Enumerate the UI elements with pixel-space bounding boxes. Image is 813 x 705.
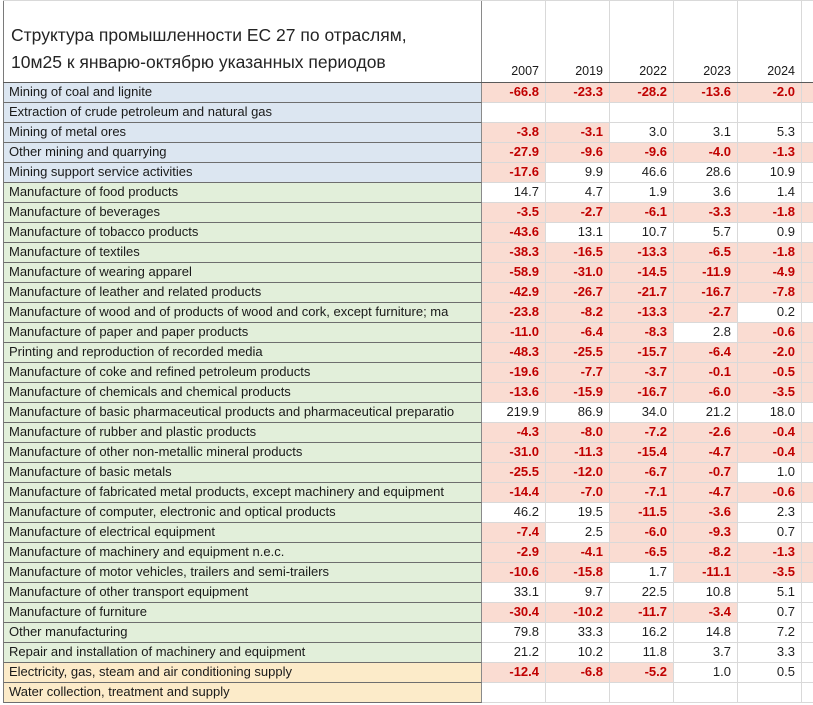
value-cell[interactable]: -43.6: [482, 223, 546, 243]
value-cell[interactable]: -13.6: [674, 83, 738, 103]
gutter-cell: [802, 283, 813, 303]
value-cell[interactable]: -6.5: [610, 543, 674, 563]
value-cell[interactable]: -15.7: [610, 343, 674, 363]
table-row: [3, 383, 813, 403]
gutter-cell: [802, 603, 813, 623]
value-cell[interactable]: -12.0: [546, 463, 610, 483]
value-cell[interactable]: 10.2: [546, 643, 610, 663]
row-label-cell[interactable]: Manufacture of computer, electronic and optical products: [3, 503, 482, 523]
value-cell[interactable]: 3.7: [674, 643, 738, 663]
gutter-cell: [802, 103, 813, 123]
value-cell[interactable]: -2.9: [482, 543, 546, 563]
value-cell[interactable]: -10.2: [546, 603, 610, 623]
value-cell[interactable]: -11.9: [674, 263, 738, 283]
value-cell[interactable]: 0.7: [738, 603, 802, 623]
table-row: [3, 183, 813, 203]
value-cell[interactable]: -6.8: [546, 663, 610, 683]
value-cell[interactable]: 13.1: [546, 223, 610, 243]
value-cell[interactable]: -0.1: [674, 363, 738, 383]
row-label-cell[interactable]: Manufacture of textiles: [3, 243, 482, 263]
value-cell[interactable]: -12.4: [482, 663, 546, 683]
gutter-cell: [802, 323, 813, 343]
value-cell[interactable]: -1.3: [738, 143, 802, 163]
value-cell[interactable]: [738, 683, 802, 703]
table-row: [3, 443, 813, 463]
row-label-cell[interactable]: Manufacture of basic pharmaceutical products and pharmaceutical preparatio: [3, 403, 482, 423]
value-cell[interactable]: 9.9: [546, 163, 610, 183]
value-cell[interactable]: -7.2: [610, 423, 674, 443]
value-cell[interactable]: -16.5: [546, 243, 610, 263]
value-cell[interactable]: -15.9: [546, 383, 610, 403]
value-cell[interactable]: -25.5: [546, 343, 610, 363]
gutter-cell: [802, 303, 813, 323]
value-cell[interactable]: 33.3: [546, 623, 610, 643]
table-row: [3, 323, 813, 343]
row-label-cell[interactable]: Manufacture of tobacco products: [3, 223, 482, 243]
value-cell[interactable]: -1.8: [738, 203, 802, 223]
gutter-cell: [802, 683, 813, 703]
value-cell[interactable]: -16.7: [610, 383, 674, 403]
table-row: [3, 163, 813, 183]
value-cell[interactable]: -17.6: [482, 163, 546, 183]
value-cell[interactable]: -31.0: [482, 443, 546, 463]
value-cell[interactable]: 1.0: [738, 463, 802, 483]
value-cell[interactable]: 14.8: [674, 623, 738, 643]
value-cell[interactable]: -11.7: [610, 603, 674, 623]
gutter-cell: [802, 443, 813, 463]
value-cell[interactable]: -6.0: [674, 383, 738, 403]
table-row: [3, 83, 813, 103]
table-row: [3, 223, 813, 243]
gutter-cell: [802, 243, 813, 263]
table-row: [3, 663, 813, 683]
table-row: [3, 343, 813, 363]
gutter-cell: [802, 263, 813, 283]
value-cell[interactable]: -3.7: [610, 363, 674, 383]
value-cell[interactable]: -10.6: [482, 563, 546, 583]
gutter-cell: [802, 143, 813, 163]
value-cell[interactable]: -2.7: [546, 203, 610, 223]
value-cell[interactable]: 46.6: [610, 163, 674, 183]
value-cell[interactable]: -4.0: [674, 143, 738, 163]
value-cell[interactable]: -1.3: [738, 543, 802, 563]
row-label-cell[interactable]: Mining of metal ores: [3, 123, 482, 143]
table-row: [3, 603, 813, 623]
value-cell[interactable]: -0.6: [738, 323, 802, 343]
row-label-cell[interactable]: Manufacture of other non-metallic mineral products: [3, 443, 482, 463]
value-cell[interactable]: 11.8: [610, 643, 674, 663]
value-cell[interactable]: 14.7: [482, 183, 546, 203]
row-label-cell[interactable]: Repair and installation of machinery and equipment: [3, 643, 482, 663]
gutter-cell: [802, 83, 813, 103]
value-cell[interactable]: 219.9: [482, 403, 546, 423]
value-cell[interactable]: -11.1: [674, 563, 738, 583]
row-label-cell[interactable]: Manufacture of leather and related products: [3, 283, 482, 303]
value-cell[interactable]: [610, 683, 674, 703]
value-cell[interactable]: -9.6: [546, 143, 610, 163]
gutter-cell: [802, 223, 813, 243]
value-cell[interactable]: -15.4: [610, 443, 674, 463]
value-cell[interactable]: [610, 103, 674, 123]
value-cell[interactable]: -4.9: [738, 263, 802, 283]
value-cell[interactable]: -7.8: [738, 283, 802, 303]
gutter-cell: [802, 403, 813, 423]
value-cell[interactable]: 2.5: [546, 523, 610, 543]
gutter-cell: [802, 643, 813, 663]
value-cell[interactable]: -16.7: [674, 283, 738, 303]
value-cell[interactable]: 16.2: [610, 623, 674, 643]
value-cell[interactable]: -4.7: [674, 443, 738, 463]
value-cell[interactable]: [674, 103, 738, 123]
year-header-2007[interactable]: 2007: [482, 1, 546, 82]
value-cell[interactable]: -27.9: [482, 143, 546, 163]
table-row: [3, 523, 813, 543]
gutter-cell: [802, 203, 813, 223]
value-cell[interactable]: -58.9: [482, 263, 546, 283]
value-cell[interactable]: 3.1: [674, 123, 738, 143]
value-cell[interactable]: -2.6: [674, 423, 738, 443]
value-cell[interactable]: -14.4: [482, 483, 546, 503]
row-label-cell[interactable]: Electricity, gas, steam and air conditioning supply: [3, 663, 482, 683]
value-cell[interactable]: 79.8: [482, 623, 546, 643]
value-cell[interactable]: -23.8: [482, 303, 546, 323]
table-row: [3, 423, 813, 443]
table-header-row: [3, 0, 813, 83]
value-cell[interactable]: 21.2: [674, 403, 738, 423]
gutter-cell: [802, 583, 813, 603]
value-cell[interactable]: 33.1: [482, 583, 546, 603]
gutter-cell: [802, 463, 813, 483]
value-cell[interactable]: -0.7: [674, 463, 738, 483]
value-cell[interactable]: [482, 683, 546, 703]
header-gutter-cell: [802, 1, 813, 82]
table-row: [3, 243, 813, 263]
value-cell[interactable]: 1.0: [674, 663, 738, 683]
value-cell[interactable]: 5.3: [738, 123, 802, 143]
title-cell[interactable]: [3, 1, 482, 82]
table-row: [3, 643, 813, 663]
value-cell[interactable]: -42.9: [482, 283, 546, 303]
value-cell[interactable]: -9.6: [610, 143, 674, 163]
year-header-2024[interactable]: 2024: [738, 1, 802, 82]
value-cell[interactable]: 1.4: [738, 183, 802, 203]
value-cell[interactable]: -3.5: [738, 383, 802, 403]
value-cell[interactable]: -0.6: [738, 483, 802, 503]
row-label-cell[interactable]: Manufacture of wearing apparel: [3, 263, 482, 283]
table-row: [3, 503, 813, 523]
value-cell[interactable]: -6.4: [546, 323, 610, 343]
row-label-cell[interactable]: Manufacture of food products: [3, 183, 482, 203]
page-title-line1: Структура промышленности ЕС 27 по отраслям,: [11, 25, 407, 45]
table-row: [3, 463, 813, 483]
value-cell[interactable]: -4.7: [674, 483, 738, 503]
row-label-cell[interactable]: Printing and reproduction of recorded media: [3, 343, 482, 363]
page-title-line2: 10м25 к январю-октябрю указанных периодов: [11, 52, 386, 72]
value-cell[interactable]: 46.2: [482, 503, 546, 523]
value-cell[interactable]: 5.1: [738, 583, 802, 603]
row-label-cell[interactable]: Manufacture of chemicals and chemical products: [3, 383, 482, 403]
value-cell[interactable]: 10.9: [738, 163, 802, 183]
value-cell[interactable]: -23.3: [546, 83, 610, 103]
value-cell[interactable]: -8.2: [674, 543, 738, 563]
value-cell[interactable]: -19.6: [482, 363, 546, 383]
value-cell[interactable]: -1.8: [738, 243, 802, 263]
value-cell[interactable]: -11.3: [546, 443, 610, 463]
value-cell[interactable]: -7.4: [482, 523, 546, 543]
table-row: [3, 263, 813, 283]
value-cell[interactable]: 3.6: [674, 183, 738, 203]
value-cell[interactable]: -5.2: [610, 663, 674, 683]
gutter-cell: [802, 503, 813, 523]
value-cell[interactable]: -9.3: [674, 523, 738, 543]
gutter-cell: [802, 563, 813, 583]
value-cell[interactable]: -11.0: [482, 323, 546, 343]
row-label-cell[interactable]: Manufacture of electrical equipment: [3, 523, 482, 543]
value-cell[interactable]: 10.8: [674, 583, 738, 603]
table-row: [3, 123, 813, 143]
table-row: [3, 563, 813, 583]
value-cell[interactable]: -2.0: [738, 343, 802, 363]
value-cell[interactable]: 10.7: [610, 223, 674, 243]
value-cell[interactable]: -0.5: [738, 363, 802, 383]
row-label-cell[interactable]: Manufacture of coke and refined petroleum products: [3, 363, 482, 383]
row-label-cell[interactable]: Manufacture of paper and paper products: [3, 323, 482, 343]
table-row: [3, 303, 813, 323]
value-cell[interactable]: 28.6: [674, 163, 738, 183]
row-label-cell[interactable]: Other mining and quarrying: [3, 143, 482, 163]
value-cell[interactable]: -13.3: [610, 243, 674, 263]
gutter-cell: [802, 663, 813, 683]
value-cell[interactable]: -15.8: [546, 563, 610, 583]
value-cell[interactable]: -0.4: [738, 423, 802, 443]
value-cell[interactable]: -4.3: [482, 423, 546, 443]
value-cell[interactable]: -2.0: [738, 83, 802, 103]
value-cell[interactable]: -8.0: [546, 423, 610, 443]
value-cell[interactable]: -3.1: [546, 123, 610, 143]
table-row: [3, 103, 813, 123]
value-cell[interactable]: 2.8: [674, 323, 738, 343]
value-cell[interactable]: 0.2: [738, 303, 802, 323]
value-cell[interactable]: -31.0: [546, 263, 610, 283]
table-row: [3, 143, 813, 163]
table-row: [3, 203, 813, 223]
value-cell[interactable]: -3.6: [674, 503, 738, 523]
row-label-cell[interactable]: Mining of coal and lignite: [3, 83, 482, 103]
table-row: [3, 623, 813, 643]
table-row: [3, 363, 813, 383]
row-label-cell[interactable]: Extraction of crude petroleum and natural gas: [3, 103, 482, 123]
value-cell[interactable]: [546, 103, 610, 123]
row-label-cell[interactable]: Water collection, treatment and supply: [3, 683, 482, 703]
gutter-cell: [802, 343, 813, 363]
value-cell[interactable]: -3.3: [674, 203, 738, 223]
year-header-2019[interactable]: 2019: [546, 1, 610, 82]
value-cell[interactable]: -25.5: [482, 463, 546, 483]
value-cell[interactable]: -7.7: [546, 363, 610, 383]
value-cell[interactable]: -6.7: [610, 463, 674, 483]
row-label-cell[interactable]: Manufacture of wood and of products of wood and cork, except furniture; ma: [3, 303, 482, 323]
value-cell[interactable]: -4.1: [546, 543, 610, 563]
value-cell[interactable]: -8.3: [610, 323, 674, 343]
value-cell[interactable]: 0.5: [738, 663, 802, 683]
gutter-cell: [802, 523, 813, 543]
row-label-cell[interactable]: Manufacture of motor vehicles, trailers and semi-trailers: [3, 563, 482, 583]
value-cell[interactable]: 22.5: [610, 583, 674, 603]
value-cell[interactable]: 5.7: [674, 223, 738, 243]
value-cell[interactable]: -26.7: [546, 283, 610, 303]
value-cell[interactable]: -7.1: [610, 483, 674, 503]
value-cell[interactable]: -28.2: [610, 83, 674, 103]
gutter-cell: [802, 363, 813, 383]
gutter-cell: [802, 383, 813, 403]
value-cell[interactable]: -21.7: [610, 283, 674, 303]
row-label-cell[interactable]: Manufacture of beverages: [3, 203, 482, 223]
value-cell[interactable]: 3.3: [738, 643, 802, 663]
row-label-cell[interactable]: Manufacture of machinery and equipment n.e.c.: [3, 543, 482, 563]
table-rows: [3, 83, 813, 703]
value-cell[interactable]: -3.4: [674, 603, 738, 623]
value-cell[interactable]: -6.4: [674, 343, 738, 363]
value-cell[interactable]: -6.5: [674, 243, 738, 263]
value-cell[interactable]: -11.5: [610, 503, 674, 523]
value-cell[interactable]: -3.5: [738, 563, 802, 583]
gutter-cell: [802, 123, 813, 143]
value-cell[interactable]: 18.0: [738, 403, 802, 423]
row-label-cell[interactable]: Manufacture of fabricated metal products, except machinery and equipment: [3, 483, 482, 503]
gutter-cell: [802, 163, 813, 183]
value-cell[interactable]: 7.2: [738, 623, 802, 643]
table-row: [3, 403, 813, 423]
gutter-cell: [802, 183, 813, 203]
value-cell[interactable]: -3.8: [482, 123, 546, 143]
value-cell[interactable]: -0.4: [738, 443, 802, 463]
value-cell[interactable]: 3.0: [610, 123, 674, 143]
value-cell[interactable]: 0.7: [738, 523, 802, 543]
value-cell[interactable]: -13.3: [610, 303, 674, 323]
value-cell[interactable]: [738, 103, 802, 123]
gutter-cell: [802, 623, 813, 643]
value-cell[interactable]: -8.2: [546, 303, 610, 323]
value-cell[interactable]: 4.7: [546, 183, 610, 203]
value-cell[interactable]: -66.8: [482, 83, 546, 103]
row-label-cell[interactable]: Manufacture of basic metals: [3, 463, 482, 483]
value-cell[interactable]: -30.4: [482, 603, 546, 623]
value-cell[interactable]: 34.0: [610, 403, 674, 423]
year-header-2022[interactable]: 2022: [610, 1, 674, 82]
table-row: [3, 583, 813, 603]
row-label-cell[interactable]: Manufacture of other transport equipment: [3, 583, 482, 603]
value-cell[interactable]: 1.9: [610, 183, 674, 203]
value-cell[interactable]: -2.7: [674, 303, 738, 323]
value-cell[interactable]: [546, 683, 610, 703]
value-cell[interactable]: -48.3: [482, 343, 546, 363]
table-row: [3, 283, 813, 303]
value-cell[interactable]: -3.5: [482, 203, 546, 223]
year-header-2023[interactable]: 2023: [674, 1, 738, 82]
table-row: [3, 543, 813, 563]
value-cell[interactable]: -6.0: [610, 523, 674, 543]
gutter-cell: [802, 483, 813, 503]
value-cell[interactable]: -13.6: [482, 383, 546, 403]
industry-table: [3, 0, 813, 703]
value-cell[interactable]: -7.0: [546, 483, 610, 503]
table-row: [3, 483, 813, 503]
value-cell[interactable]: 2.3: [738, 503, 802, 523]
value-cell[interactable]: -38.3: [482, 243, 546, 263]
row-label-cell[interactable]: Mining support service activities: [3, 163, 482, 183]
value-cell[interactable]: -6.1: [610, 203, 674, 223]
gutter-cell: [802, 423, 813, 443]
table-row: [3, 683, 813, 703]
value-cell[interactable]: [482, 103, 546, 123]
gutter-cell: [802, 543, 813, 563]
value-cell[interactable]: 21.2: [482, 643, 546, 663]
value-cell[interactable]: 86.9: [546, 403, 610, 423]
value-cell[interactable]: [674, 683, 738, 703]
value-cell[interactable]: -14.5: [610, 263, 674, 283]
value-cell[interactable]: 0.9: [738, 223, 802, 243]
value-cell[interactable]: 19.5: [546, 503, 610, 523]
row-label-cell[interactable]: Manufacture of rubber and plastic products: [3, 423, 482, 443]
value-cell[interactable]: 1.7: [610, 563, 674, 583]
row-label-cell[interactable]: Manufacture of furniture: [3, 603, 482, 623]
row-label-cell[interactable]: Other manufacturing: [3, 623, 482, 643]
value-cell[interactable]: 9.7: [546, 583, 610, 603]
